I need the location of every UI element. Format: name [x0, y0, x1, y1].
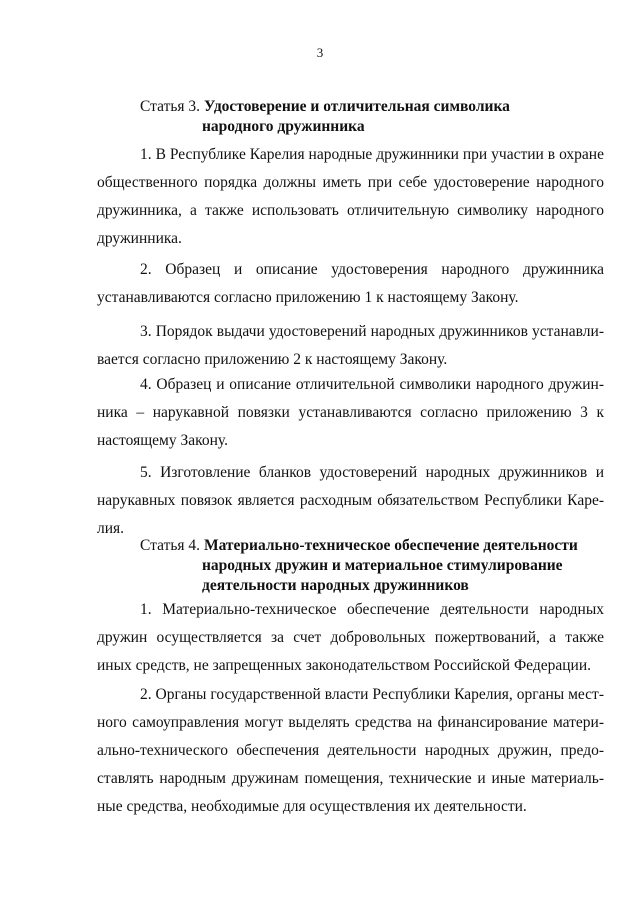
article-3-paragraph-3: 3. Порядок выдачи удостоверений народных дружинников устанавливается согласно приложению 2 к настоящему Закону.	[97, 323, 604, 368]
article-3-paragraph-1: 1. В Республике Карелия народные дружинники при участии в охране общественного порядка должны иметь при себе удостоверение народного дружинника, а также использовать отличительную символику народного дружинника.	[97, 146, 604, 247]
article-4-paragraph-2: 2. Органы государственной власти Республики Карелия, органы местного самоуправления могут выделять средства на финансирование материально-технического обеспечения деятельности народных дружин, предоставлять народным дружинам помещения, технические и иные материальные средства, необходимые для осуществления их деятельности.	[97, 686, 604, 815]
article-3-label: Статья 3.	[140, 98, 201, 115]
article-4-paragraph-1: 1. Материально-техническое обеспечение деятельности народных дружин осуществляется за счет добровольных пожертвований, а также иных средств, не запрещенных законодательством Российской Федерации.	[97, 601, 604, 674]
article-3-heading	[140, 97, 510, 137]
article-3-paragraph-4: 4. Образец и описание отличительной символики народного дружинника – нарукавной повязки устанавливаются согласно приложению 3 к настоящему Закону.	[97, 376, 604, 449]
article-4-title-line-1: Материально-техническое обеспечение деятельности	[203, 537, 578, 554]
article-4-label: Статья 4.	[140, 537, 201, 554]
article-4-heading	[140, 536, 578, 596]
article-3-paragraph-5: 5. Изготовление бланков удостоверений народных дружинников и нарукавных повязок является расходным обязательством Республики Карелия.	[97, 464, 604, 537]
article-4-title-line-3: деятельности народных дружинников	[202, 577, 469, 594]
article-3-title-line-1: Удостоверение и отличительная символика	[203, 98, 510, 115]
page-number: 3	[316, 45, 324, 60]
article-3-paragraph-2: 2. Образец и описание удостоверения народного дружинника устанавливаются согласно приложению 1 к настоящему Закону.	[97, 261, 604, 306]
article-3-title-line-2: народного дружинника	[202, 118, 365, 135]
article-4-title-line-2: народных дружин и материальное стимулирование	[202, 557, 563, 574]
